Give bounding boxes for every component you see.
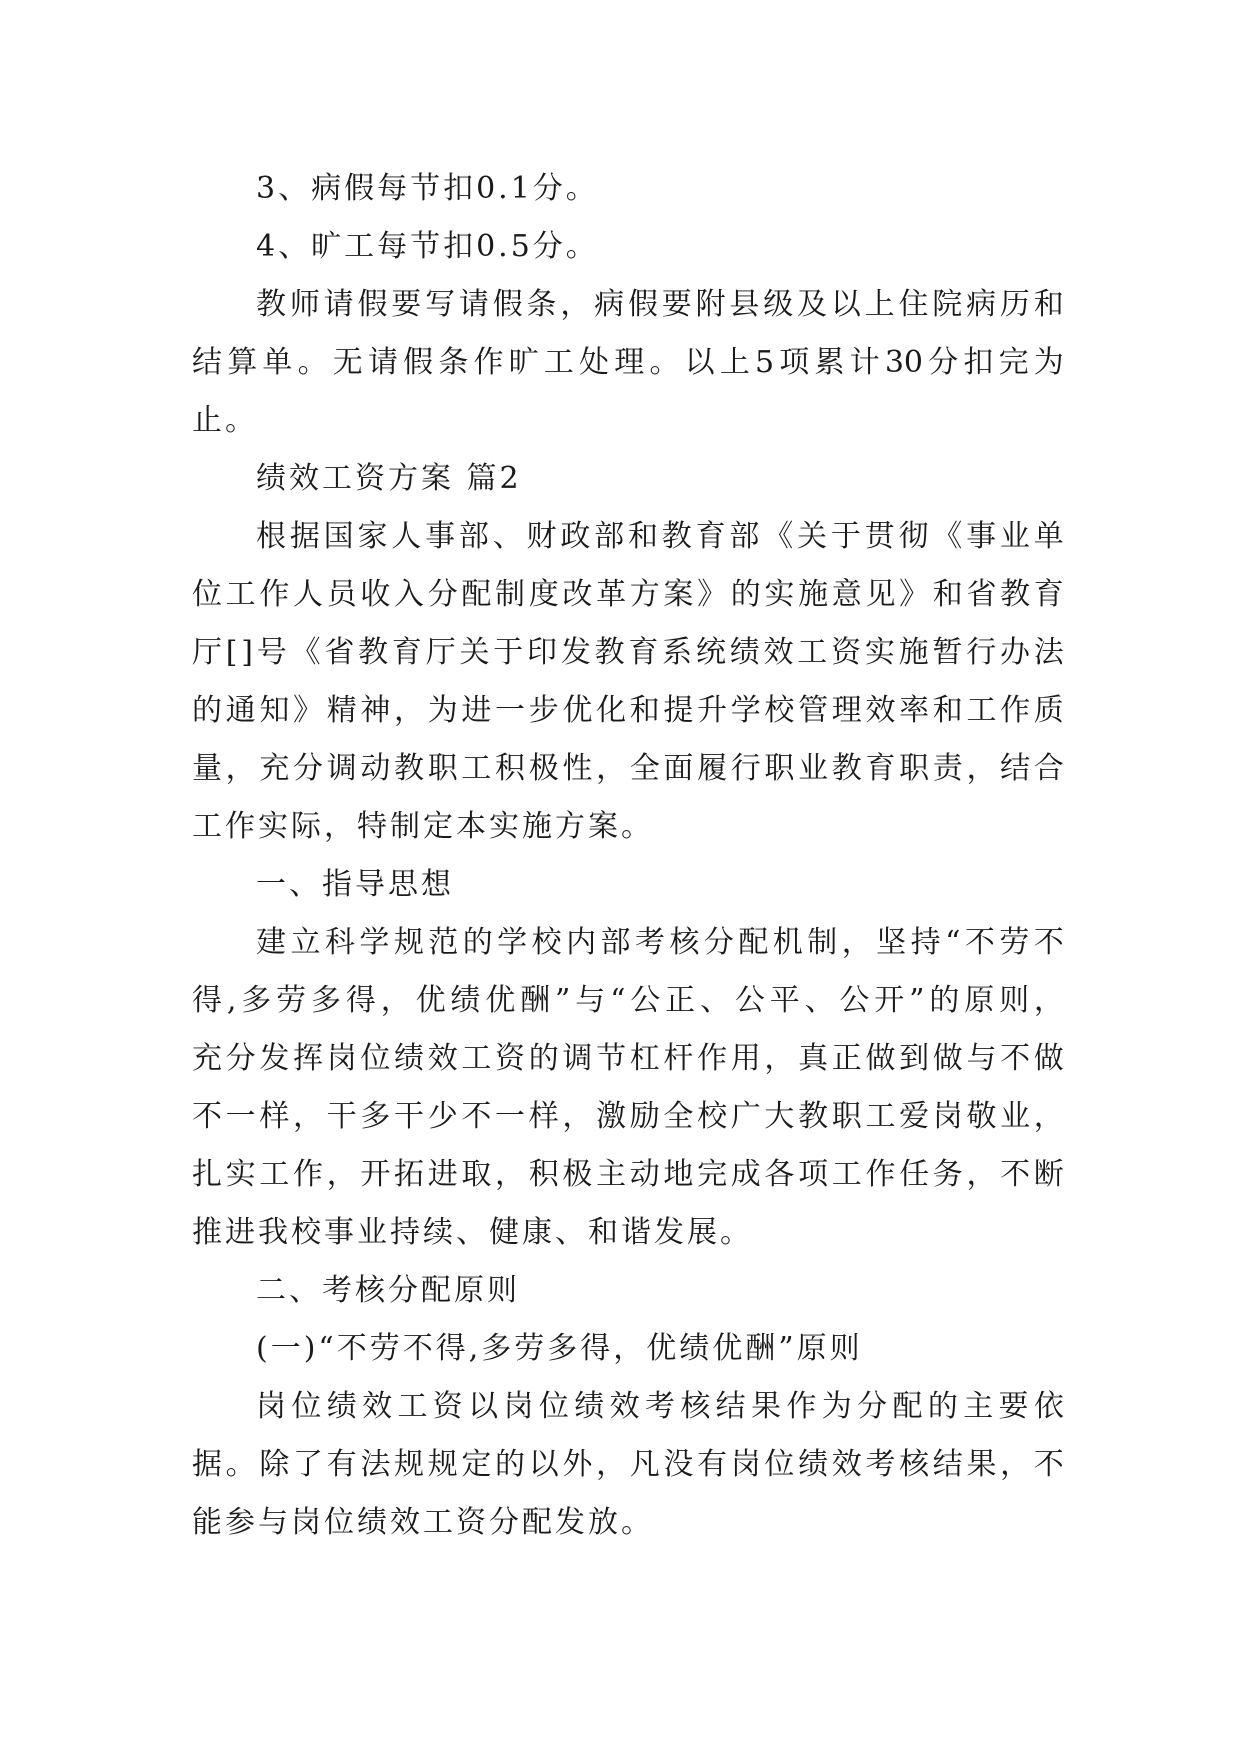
text-line: 厅 [ ] 号 《 省 教 育 厅 关 于 印 发 教 育 系 统 绩 效 工 资 实 施 暂 行 办 法 bbox=[192, 635, 1064, 670]
text-line: 工作实际，特制定本实施方案。 bbox=[192, 809, 654, 844]
text-line: 二、考核分配原则 bbox=[256, 1273, 520, 1308]
text-line: 一、指导思想 bbox=[256, 867, 454, 902]
text-line: 不 一 样 ， 干 多 干 少 不 一 样 ， 激 励 全 校 广 大 教 职 工 爱 岗 敬 业 ， bbox=[192, 1099, 1064, 1134]
text-line: 的 通 知 》 精 神 ， 为 进 一 步 优 化 和 提 升 学 校 管 理 效 率 和 工 作 质 bbox=[192, 693, 1064, 728]
text-line: 绩效工资方案 篇2 bbox=[256, 461, 522, 496]
text-line: 4、旷工每节扣0.5分。 bbox=[256, 229, 599, 264]
text-line: 教 师 请 假 要 写 请 假 条 ， 病 假 要 附 县 级 及 以 上 住 院 病 历 和 bbox=[256, 287, 1064, 322]
text-line: 扎 实 工 作 ， 开 拓 进 取 ， 积 极 主 动 地 完 成 各 项 工 作 任 务 ， 不 断 bbox=[192, 1157, 1064, 1192]
text-line: 岗 位 绩 效 工 资 以 岗 位 绩 效 考 核 结 果 作 为 分 配 的 主 要 依 bbox=[256, 1389, 1064, 1424]
text-line: 充 分 发 挥 岗 位 绩 效 工 资 的 调 节 杠 杆 作 用 ， 真 正 做 到 做 与 不 做 bbox=[192, 1041, 1064, 1076]
text-line: 止。 bbox=[192, 403, 258, 438]
text-line: 建 立 科 学 规 范 的 学 校 内 部 考 核 分 配 机 制 ， 坚 持 “ 不 劳 不 bbox=[256, 925, 1064, 960]
text-line: 量 ， 充 分 调 动 教 职 工 积 极 性 ， 全 面 履 行 职 业 教 育 职 责 ， 结 合 bbox=[192, 751, 1064, 786]
text-line: 位 工 作 人 员 收 入 分 配 制 度 改 革 方 案 》 的 实 施 意 见 》 和 省 教 育 bbox=[192, 577, 1064, 612]
text-line: 能参与岗位绩效工资分配发放。 bbox=[192, 1505, 654, 1540]
text-line: 3、病假每节扣0.1分。 bbox=[256, 171, 599, 206]
text-line: (一)“不劳不得,多劳多得，优绩优酬”原则 bbox=[256, 1331, 863, 1366]
text-line: 结 算 单 。 无 请 假 条 作 旷 工 处 理 。 以 上 5 项 累 计 30 分 扣 完 为 bbox=[192, 345, 1064, 380]
text-line: 得 , 多 劳 多 得 ， 优 绩 优 酬 ” 与 “ 公 正 、 公 平 、 公 开 ” 的 原 则 ， bbox=[192, 983, 1064, 1018]
text-line: 推进我校事业持续、健康、和谐发展。 bbox=[192, 1215, 753, 1250]
text-line: 据 。 除 了 有 法 规 规 定 的 以 外 ， 凡 没 有 岗 位 绩 效 考 核 结 果 ， 不 bbox=[192, 1447, 1064, 1482]
document-body bbox=[192, 160, 1064, 1552]
text-line: 根 据 国 家 人 事 部 、 财 政 部 和 教 育 部 《 关 于 贯 彻 《 事 业 单 bbox=[256, 519, 1064, 554]
